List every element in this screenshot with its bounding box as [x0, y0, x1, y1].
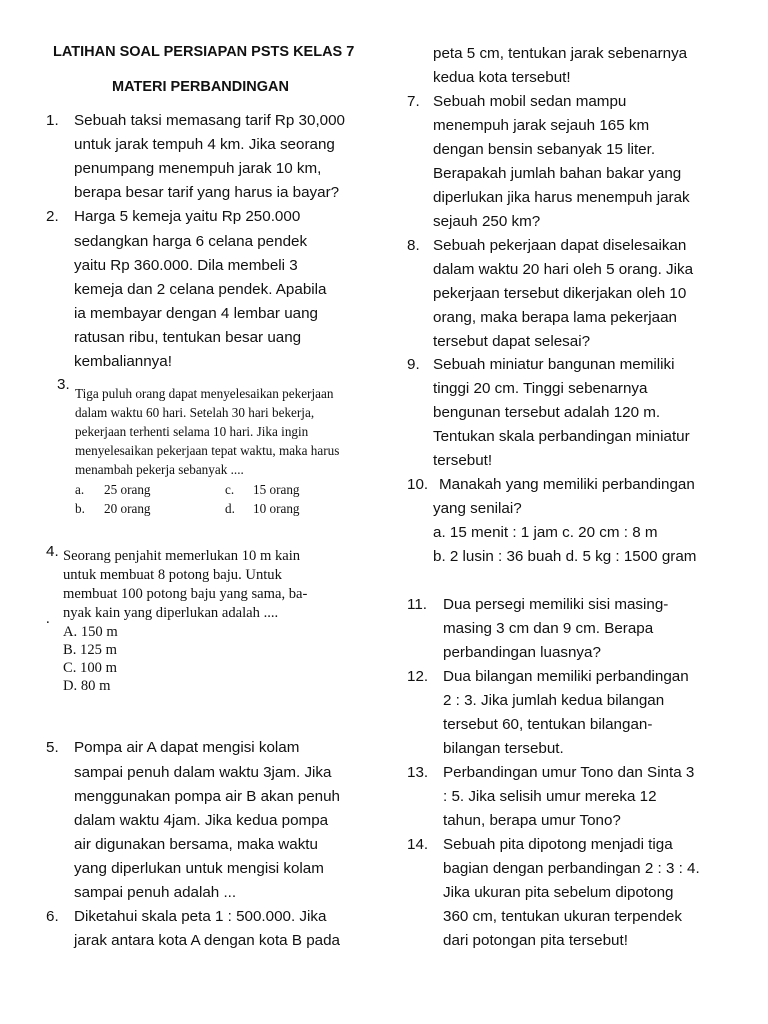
question-line: penumpang menempuh jarak 10 km,: [74, 160, 322, 177]
question-line: diperlukan jika harus menempuh jarak: [433, 189, 690, 206]
question-line: Jika ukuran pita sebelum dipotong: [443, 884, 674, 901]
question-line: ratusan ribu, tentukan besar uang: [74, 329, 302, 346]
question-number: 13.: [407, 764, 429, 781]
question-line: Manakah yang memiliki perbandingan: [439, 476, 695, 493]
question-line: untuk jarak tempuh 4 km. Jika seorang: [74, 136, 335, 153]
question-line: Pompa air A dapat mengisi kolam: [74, 739, 300, 756]
question-line: Diketahui skala peta 1 : 500.000. Jika: [74, 908, 327, 925]
question-line: ia membayar dengan 4 lembar uang: [74, 305, 318, 322]
question-line: menambah pekerja sebanyak ....: [75, 462, 244, 477]
question-line: pekerjaan tersebut dikerjakan oleh 10: [433, 285, 687, 302]
option-letter: b.: [75, 501, 85, 516]
question-line: dengan bensin sebanyak 15 liter.: [433, 141, 656, 158]
option-text: B. 125 m: [63, 642, 117, 658]
option-row: b. 2 lusin : 36 buah d. 5 kg : 1500 gram: [433, 548, 697, 565]
question-line: dalam waktu 4jam. Jika kedua pompa: [74, 812, 329, 829]
question-line: untuk membuat 8 potong baju. Untuk: [63, 567, 282, 583]
question-line: menempuh jarak sejauh 165 km: [433, 117, 650, 134]
question-line: Berapakah jumlah bahan bakar yang: [433, 165, 682, 182]
question-line: kembaliannya!: [74, 353, 172, 370]
option-letter: c.: [225, 482, 235, 497]
question-line: pekerjaan terhenti selama 10 hari. Jika ingin: [75, 424, 309, 439]
question-line: Perbandingan umur Tono dan Sinta 3: [443, 764, 695, 781]
option-text: A. 150 m: [63, 624, 118, 640]
question-number: 10.: [407, 476, 429, 493]
question-number: 3.: [57, 376, 70, 393]
option-text: 15 orang: [253, 482, 300, 497]
question-line: perbandingan luasnya?: [443, 644, 601, 661]
question-number: 11.: [407, 596, 427, 613]
question-line: tinggi 20 cm. Tinggi sebenarnya: [433, 380, 648, 397]
question-line: tersebut 60, tentukan bilangan-: [443, 716, 653, 733]
question-line: peta 5 cm, tentukan jarak sebenarnya: [433, 45, 688, 62]
question-number: 8.: [407, 237, 420, 254]
question-line: kedua kota tersebut!: [433, 69, 571, 86]
stray-dot: .: [46, 611, 50, 627]
question-line: Sebuah miniatur bangunan memiliki: [433, 356, 675, 373]
question-line: Seorang penjahit memerlukan 10 m kain: [63, 548, 301, 564]
question-line: dalam waktu 20 hari oleh 5 orang. Jika: [433, 261, 694, 278]
question-line: sedangkan harga 6 celana pendek: [74, 233, 308, 250]
question-line: 2 : 3. Jika jumlah kedua bilangan: [443, 692, 665, 709]
question-number: 12.: [407, 668, 429, 685]
question-line: menggunakan pompa air B akan penuh: [74, 788, 340, 805]
question-line: : 5. Jika selisih umur mereka 12: [443, 788, 657, 805]
question-line: orang, maka berapa lama pekerjaan: [433, 309, 677, 326]
question-number: 2.: [46, 208, 59, 225]
question-line: Dua persegi memiliki sisi masing-: [443, 596, 669, 613]
question-line: yang diperlukan untuk mengisi kolam: [74, 860, 324, 877]
question-line: Tiga puluh orang dapat menyelesaikan pekerjaan: [75, 386, 334, 401]
question-line: Sebuah pekerjaan dapat diselesaikan: [433, 237, 687, 254]
question-line: nyak kain yang diperlukan adalah ....: [63, 605, 279, 621]
option-letter: d.: [225, 501, 235, 516]
question-line: dari potongan pita tersebut!: [443, 932, 628, 949]
question-number: 7.: [407, 93, 420, 110]
question-number: 1.: [46, 112, 59, 129]
question-line: sampai penuh dalam waktu 3jam. Jika: [74, 764, 332, 781]
page-title: LATIHAN SOAL PERSIAPAN PSTS KELAS 7: [53, 44, 355, 60]
page-subtitle: MATERI PERBANDINGAN: [112, 79, 289, 95]
question-line: sejauh 250 km?: [433, 213, 541, 230]
question-line: Sebuah pita dipotong menjadi tiga: [443, 836, 673, 853]
question-number: 4.: [46, 543, 59, 560]
question-line: jarak antara kota A dengan kota B pada: [74, 932, 340, 949]
question-line: dalam waktu 60 hari. Setelah 30 hari bekerja,: [75, 405, 315, 420]
option-letter: a.: [75, 482, 85, 497]
question-line: tahun, berapa umur Tono?: [443, 812, 621, 829]
question-line: berapa besar tarif yang harus ia bayar?: [74, 184, 340, 201]
option-text: 10 orang: [253, 501, 300, 516]
question-line: yang senilai?: [433, 500, 522, 517]
option-text: 25 orang: [104, 482, 151, 497]
question-line: Tentukan skala perbandingan miniatur: [433, 428, 690, 445]
question-line: Sebuah mobil sedan mampu: [433, 93, 627, 110]
question-number: 5.: [46, 739, 59, 756]
question-line: yaitu Rp 360.000. Dila membeli 3: [74, 257, 298, 274]
question-number: 9.: [407, 356, 420, 373]
question-line: Sebuah taksi memasang tarif Rp 30,000: [74, 112, 346, 129]
question-line: bagian dengan perbandingan 2 : 3 : 4.: [443, 860, 700, 877]
option-text: D. 80 m: [63, 678, 111, 694]
option-text: 20 orang: [104, 501, 151, 516]
question-line: tersebut!: [433, 452, 493, 469]
question-line: bilangan tersebut.: [443, 740, 564, 757]
question-line: 360 cm, tentukan ukuran terpendek: [443, 908, 682, 925]
question-line: masing 3 cm dan 9 cm. Berapa: [443, 620, 654, 637]
question-line: bengunan tersebut adalah 120 m.: [433, 404, 661, 421]
question-line: sampai penuh adalah ...: [74, 884, 237, 901]
question-line: Harga 5 kemeja yaitu Rp 250.000: [74, 208, 301, 225]
option-row: a. 15 menit : 1 jam c. 20 cm : 8 m: [433, 524, 658, 541]
question-number: 6.: [46, 908, 59, 925]
question-line: menyelesaikan pekerjaan tepat waktu, maka harus: [75, 443, 340, 458]
option-text: C. 100 m: [63, 660, 117, 676]
question-line: Dua bilangan memiliki perbandingan: [443, 668, 689, 685]
question-number: 14.: [407, 836, 429, 853]
question-line: air digunakan bersama, maka waktu: [74, 836, 318, 853]
question-line: membuat 100 potong baju yang sama, ba-: [63, 586, 308, 602]
question-line: kemeja dan 2 celana pendek. Apabila: [74, 281, 327, 298]
question-line: tersebut dapat selesai?: [433, 333, 591, 350]
